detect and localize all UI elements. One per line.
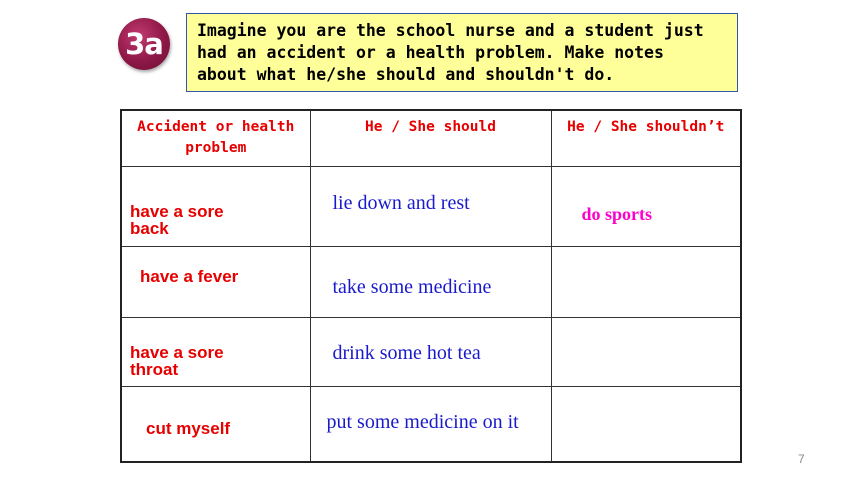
table-row bbox=[121, 386, 741, 462]
shouldnt-cell bbox=[551, 166, 741, 246]
instruction-box bbox=[186, 13, 738, 92]
should-text: put some medicine on it bbox=[326, 410, 519, 433]
problem-text bbox=[146, 420, 230, 437]
table-row bbox=[121, 246, 741, 317]
problem-cell bbox=[121, 166, 310, 246]
problem-text bbox=[140, 268, 238, 285]
table-header-row bbox=[121, 110, 741, 166]
notes-table bbox=[120, 109, 742, 463]
page-number: 7 bbox=[798, 452, 805, 466]
problem-text bbox=[130, 344, 224, 378]
should-text: lie down and rest bbox=[332, 191, 470, 214]
table-row bbox=[121, 166, 741, 246]
section-badge-label: 3a bbox=[125, 27, 163, 61]
shouldnt-cell bbox=[551, 386, 741, 462]
shouldnt-cell bbox=[551, 246, 741, 317]
header-should bbox=[310, 110, 551, 166]
should-cell bbox=[310, 246, 551, 317]
problem-line-2: throat bbox=[130, 359, 179, 379]
problem-line-1: have a sore bbox=[130, 201, 224, 221]
should-text: take some medicine bbox=[332, 275, 492, 298]
should-cell bbox=[310, 317, 551, 386]
shouldnt-text: do sports bbox=[581, 203, 653, 224]
instruction-line-3: about what he/she should and shouldn't do. bbox=[197, 65, 615, 84]
section-badge bbox=[118, 18, 170, 70]
problem-line-1: have a fever bbox=[140, 266, 239, 286]
instruction-line-1: Imagine you are the school nurse and a student just bbox=[197, 21, 704, 40]
header-should-label: He / She should bbox=[365, 119, 496, 135]
header-shouldnt bbox=[551, 110, 741, 166]
problem-line-1: cut myself bbox=[146, 418, 231, 438]
problem-cell bbox=[121, 317, 310, 386]
problem-text bbox=[130, 203, 224, 237]
header-problem-line-2: problem bbox=[185, 140, 247, 156]
problem-line-1: have a sore bbox=[130, 342, 224, 362]
header-problem-line-1: Accident or health bbox=[137, 119, 295, 135]
problem-cell bbox=[121, 386, 310, 462]
header-shouldnt-label: He / She shouldn’t bbox=[567, 119, 725, 135]
should-cell bbox=[310, 166, 551, 246]
header-problem bbox=[121, 110, 310, 166]
problem-line-2: back bbox=[130, 218, 169, 238]
problem-cell bbox=[121, 246, 310, 317]
should-text: drink some hot tea bbox=[332, 341, 481, 364]
table-row bbox=[121, 317, 741, 386]
instruction-line-2: had an accident or a health problem. Make notes bbox=[197, 43, 664, 62]
shouldnt-cell bbox=[551, 317, 741, 386]
should-cell bbox=[310, 386, 551, 462]
